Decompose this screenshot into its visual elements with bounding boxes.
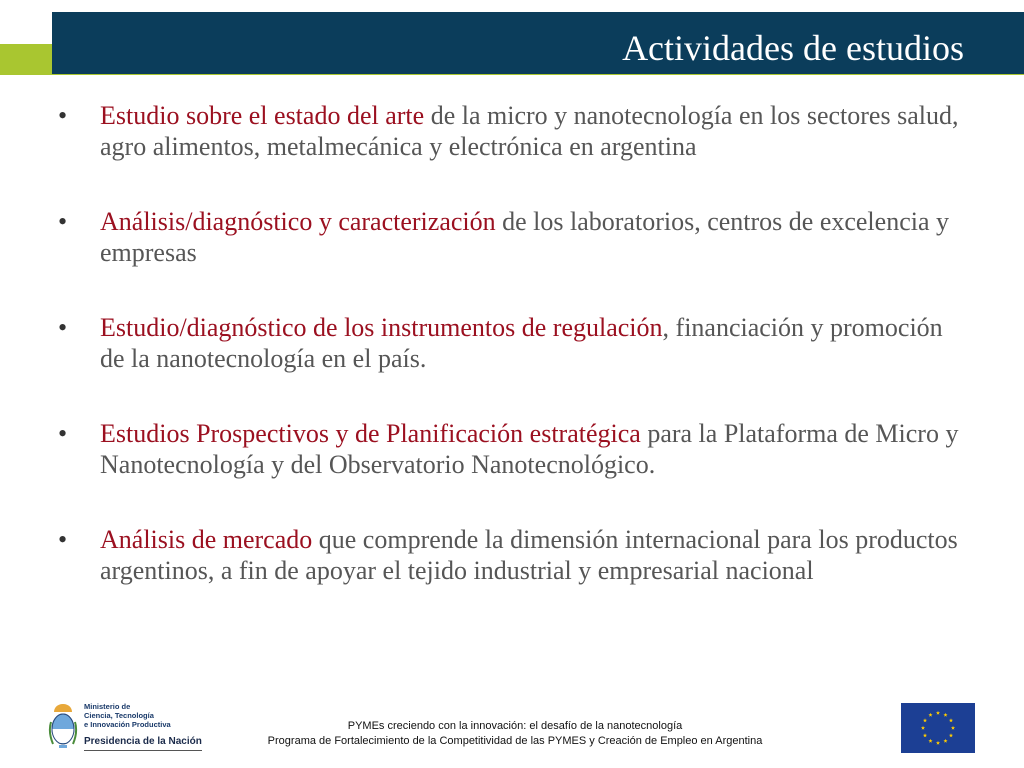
argentina-coat-of-arms-icon <box>48 702 78 750</box>
bullet-text: , financiación y promoción de la nanotecnología en el país. <box>100 313 943 373</box>
bullet-highlight: Análisis/diagnóstico y caracterización <box>100 207 496 236</box>
bullet-item <box>58 524 973 586</box>
european-union-flag-icon <box>901 703 975 753</box>
divider <box>84 750 202 751</box>
footer-line-1: PYMEs creciendo con la innovación: el desafío de la nanotecnología <box>347 720 683 732</box>
bullet-highlight: Estudio/diagnóstico de los instrumentos de regulación <box>100 313 663 342</box>
bullet-dot-icon: • <box>58 313 68 342</box>
slide-title: Actividades de estudios <box>622 28 964 68</box>
footer <box>205 719 825 749</box>
bullet-highlight: Estudio sobre el estado del arte <box>100 101 425 130</box>
bullet-item <box>58 100 973 162</box>
bullet-dot-icon: • <box>58 101 68 130</box>
bullet-item <box>58 312 973 374</box>
bullet-highlight: Estudios Prospectivos y de Planificación estratégica <box>100 419 641 448</box>
bullet-text: de los laboratorios, centros de excelencia y empresas <box>100 207 949 267</box>
title-bar <box>52 12 1024 74</box>
ministry-logo <box>48 700 203 756</box>
ministry-name: Ministerio de Ciencia, Tecnología e Innovación Productiva <box>84 702 171 729</box>
presidencia-label: Presidencia de la Nación <box>84 736 202 747</box>
bullet-text: de la micro y nanotecnología en los sectores salud, agro alimentos, metalmecánica y electrónica en argentina <box>100 101 959 161</box>
footer-line-2: Programa de Fortalecimiento de la Competitividad de las PYMES y Creación de Empleo en Argentina <box>267 735 763 747</box>
bullet-text: para la Plataforma de Micro y Nanotecnología y del Observatorio Nanotecnológico. <box>100 419 959 479</box>
bullet-highlight: Análisis de mercado <box>100 525 313 554</box>
bullet-text: que comprende la dimensión internacional para los productos argentinos, a fin de apoyar el tejido industrial y empresarial nacional <box>100 525 958 585</box>
bullet-dot-icon: • <box>58 207 68 236</box>
bullet-dot-icon: • <box>58 419 68 448</box>
bullet-dot-icon: • <box>58 525 68 554</box>
bullet-list <box>58 100 973 586</box>
bullet-item <box>58 418 973 480</box>
bullet-item <box>58 206 973 268</box>
